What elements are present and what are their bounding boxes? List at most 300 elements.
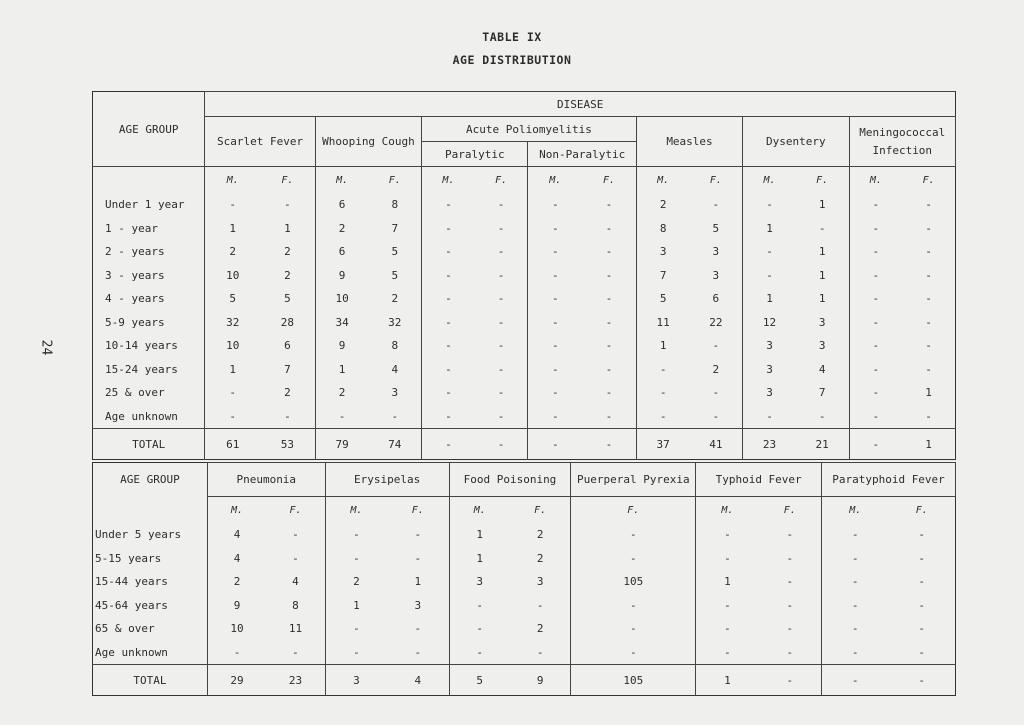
table-cell: 32 bbox=[226, 315, 240, 329]
table-cell: - bbox=[872, 198, 880, 212]
row-label: Age unknown bbox=[93, 405, 205, 429]
table-cell: 5 bbox=[229, 292, 237, 306]
table-cell: 1 bbox=[338, 362, 346, 376]
table-cell: - bbox=[925, 198, 932, 212]
table-cell: 3 bbox=[387, 594, 449, 618]
table-cell: - bbox=[851, 575, 859, 589]
total-cell: 23 bbox=[762, 437, 777, 451]
table-row bbox=[93, 264, 956, 288]
table-cell: 3 bbox=[766, 339, 773, 353]
f-header: F. bbox=[266, 497, 325, 524]
table-cell: - bbox=[353, 551, 360, 565]
table-cell: 2 bbox=[510, 547, 571, 571]
puerperal-pyrexia-header: Puerperal Pyrexia bbox=[571, 463, 696, 497]
table-cell: - bbox=[353, 528, 360, 542]
table-cell: - bbox=[918, 551, 926, 565]
row-label: 1 - year bbox=[93, 217, 205, 241]
table-cell: 1 bbox=[766, 292, 773, 306]
table-row bbox=[93, 217, 956, 241]
table-cell: - bbox=[387, 523, 449, 547]
table-cell: - bbox=[872, 292, 880, 306]
table-cell: - bbox=[659, 386, 667, 400]
table-row bbox=[93, 240, 956, 264]
f-header: F. bbox=[582, 167, 636, 194]
total-label: TOTAL bbox=[93, 429, 205, 460]
table-cell: - bbox=[229, 198, 237, 212]
table-cell: - bbox=[551, 362, 559, 376]
table-cell: 32 bbox=[368, 311, 421, 335]
whooping-cough-header: Whooping Cough bbox=[315, 117, 421, 167]
table-cell: 4 bbox=[233, 528, 241, 542]
m-header: M. bbox=[721, 504, 734, 516]
m-header: M. bbox=[231, 504, 244, 516]
table-cell: - bbox=[229, 409, 237, 423]
total-cell: - bbox=[872, 437, 880, 451]
table-cell: 3 bbox=[690, 264, 743, 288]
table-cell: - bbox=[582, 405, 636, 429]
table-cell: 105 bbox=[571, 570, 696, 594]
table-cell: - bbox=[918, 528, 926, 542]
table-cell: - bbox=[510, 641, 571, 665]
table-title: TABLE IX bbox=[482, 30, 542, 44]
table-cell: - bbox=[925, 245, 932, 259]
table-row bbox=[93, 311, 956, 335]
table-cell: - bbox=[872, 409, 880, 423]
row-label: 15-44 years bbox=[93, 570, 208, 594]
table-cell: 8 bbox=[368, 334, 421, 358]
table-cell: 3 bbox=[690, 240, 743, 264]
table-cell: - bbox=[266, 547, 325, 571]
table-cell: - bbox=[724, 598, 731, 612]
table-cell: 3 bbox=[796, 334, 849, 358]
table-cell: - bbox=[582, 193, 636, 217]
table-cell: - bbox=[872, 221, 880, 235]
table-cell: 1 bbox=[766, 221, 773, 235]
table-cell: - bbox=[796, 217, 849, 241]
table-cell: 1 bbox=[229, 221, 237, 235]
table-cell: 1 bbox=[476, 551, 484, 565]
table-cell: - bbox=[918, 575, 926, 589]
row-label: Under 1 year bbox=[93, 193, 205, 217]
total-cell: 79 bbox=[335, 437, 349, 451]
table-cell: 5 bbox=[690, 217, 743, 241]
table-row bbox=[93, 405, 956, 429]
table-cell: 3 bbox=[766, 362, 773, 376]
m-header: M. bbox=[226, 174, 239, 186]
f-header: F. bbox=[796, 167, 849, 194]
table-cell: - bbox=[476, 598, 484, 612]
table-cell: - bbox=[925, 268, 932, 282]
table-cell: - bbox=[475, 287, 528, 311]
table-cell: - bbox=[260, 193, 315, 217]
total-cell: - bbox=[759, 665, 822, 696]
table-cell: - bbox=[766, 409, 773, 423]
table-cell: - bbox=[851, 622, 859, 636]
table-cell: - bbox=[229, 386, 237, 400]
table-cell: - bbox=[445, 292, 452, 306]
table-cell: - bbox=[571, 547, 696, 571]
table-cell: 8 bbox=[266, 594, 325, 618]
table-cell: - bbox=[445, 315, 452, 329]
total-cell: 1 bbox=[724, 673, 731, 687]
table-cell: - bbox=[353, 645, 360, 659]
row-label: 3 - years bbox=[93, 264, 205, 288]
table-cell: - bbox=[724, 528, 731, 542]
table-cell: 2 bbox=[368, 287, 421, 311]
paralytic-header: Paralytic bbox=[422, 142, 528, 167]
table-cell: - bbox=[925, 339, 932, 353]
table-cell: 2 bbox=[353, 575, 360, 589]
table-cell: 6 bbox=[338, 245, 346, 259]
f-header: F. bbox=[690, 167, 743, 194]
row-label: 5-15 years bbox=[93, 547, 208, 571]
table-cell: - bbox=[387, 547, 449, 571]
table-row bbox=[93, 193, 956, 217]
table-cell: 2 bbox=[690, 358, 743, 382]
age-group-header-2: AGE GROUP bbox=[93, 463, 208, 497]
table-cell: - bbox=[476, 622, 484, 636]
typhoid-fever-header: Typhoid Fever bbox=[696, 463, 822, 497]
measles-header: Measles bbox=[636, 117, 742, 167]
m-header: M. bbox=[869, 174, 882, 186]
table-cell: 9 bbox=[338, 339, 346, 353]
table-cell: 2 bbox=[260, 381, 315, 405]
table-row bbox=[93, 641, 956, 665]
table-cell: - bbox=[851, 598, 859, 612]
total-cell: - bbox=[851, 673, 859, 687]
table-cell: - bbox=[851, 645, 859, 659]
table-cell: 10 bbox=[335, 292, 349, 306]
f-header: F. bbox=[260, 167, 315, 194]
total-cell: 3 bbox=[353, 673, 360, 687]
table-subtitle: AGE DISTRIBUTION bbox=[452, 53, 572, 67]
table-cell: 10 bbox=[230, 622, 244, 636]
acute-poliomyelitis-header: Acute Poliomyelitis bbox=[422, 117, 637, 142]
table-cell: - bbox=[266, 523, 325, 547]
table-cell: - bbox=[510, 594, 571, 618]
table-cell: - bbox=[582, 240, 636, 264]
table-cell: 7 bbox=[796, 381, 849, 405]
table-cell: 2 bbox=[260, 264, 315, 288]
table-cell: 5 bbox=[368, 264, 421, 288]
f-header: F. bbox=[571, 497, 696, 524]
table-cell: 5 bbox=[659, 292, 667, 306]
table-cell: 1 bbox=[353, 598, 360, 612]
table-cell: 1 bbox=[724, 575, 731, 589]
table-cell: 1 bbox=[387, 570, 449, 594]
table-cell: 3 bbox=[796, 311, 849, 335]
total-cell: - bbox=[551, 437, 559, 451]
total-cell: 21 bbox=[796, 429, 849, 460]
table-cell: - bbox=[445, 409, 452, 423]
table-cell: 6 bbox=[690, 287, 743, 311]
table-cell: - bbox=[475, 405, 528, 429]
disease-age-table-2 bbox=[92, 462, 956, 696]
table-cell: - bbox=[582, 287, 636, 311]
row-label: Under 5 years bbox=[93, 523, 208, 547]
m-header: M. bbox=[336, 174, 349, 186]
paratyphoid-fever-header: Paratyphoid Fever bbox=[822, 463, 956, 497]
table-cell: - bbox=[266, 641, 325, 665]
table-cell: - bbox=[475, 217, 528, 241]
table-cell: - bbox=[368, 405, 421, 429]
table-cell: - bbox=[476, 645, 484, 659]
table-cell: - bbox=[551, 315, 559, 329]
table-cell: 1 bbox=[659, 339, 667, 353]
table-row bbox=[93, 358, 956, 382]
table-cell: - bbox=[551, 386, 559, 400]
table-row bbox=[93, 523, 956, 547]
table-cell: - bbox=[475, 240, 528, 264]
food-poisoning-header: Food Poisoning bbox=[449, 463, 571, 497]
table-cell: - bbox=[690, 381, 743, 405]
table-cell: - bbox=[475, 334, 528, 358]
table-cell: - bbox=[872, 362, 880, 376]
table-cell: - bbox=[690, 193, 743, 217]
table-cell: - bbox=[766, 198, 773, 212]
table-cell: 1 bbox=[925, 386, 932, 400]
table-cell: - bbox=[759, 641, 822, 665]
total-cell: 23 bbox=[266, 665, 325, 696]
total-cell: 53 bbox=[260, 429, 315, 460]
table-cell: - bbox=[766, 245, 773, 259]
table-cell: 2 bbox=[659, 198, 667, 212]
total-cell: 41 bbox=[690, 429, 743, 460]
table-row bbox=[93, 617, 956, 641]
f-header: F. bbox=[387, 497, 449, 524]
total-cell: 61 bbox=[226, 437, 240, 451]
disease-header: DISEASE bbox=[205, 92, 956, 117]
table-cell: - bbox=[659, 409, 667, 423]
table-cell: - bbox=[918, 645, 926, 659]
table-cell: 1 bbox=[229, 362, 237, 376]
table-cell: - bbox=[551, 409, 559, 423]
disease-age-table bbox=[92, 91, 956, 460]
table-cell: - bbox=[571, 617, 696, 641]
total-cell: 105 bbox=[571, 665, 696, 696]
f-header: F. bbox=[915, 504, 928, 516]
table-cell: - bbox=[387, 617, 449, 641]
row-label: 10-14 years bbox=[93, 334, 205, 358]
total-cell: 74 bbox=[368, 429, 421, 460]
table-cell: 8 bbox=[659, 221, 667, 235]
table-cell: - bbox=[925, 292, 932, 306]
table-cell: - bbox=[475, 311, 528, 335]
table-cell: - bbox=[551, 245, 559, 259]
table-cell: - bbox=[724, 645, 731, 659]
table-cell: 10 bbox=[226, 339, 240, 353]
table-cell: 12 bbox=[762, 315, 777, 329]
table-cell: - bbox=[571, 641, 696, 665]
table-cell: - bbox=[582, 264, 636, 288]
table-cell: 2 bbox=[510, 523, 571, 547]
table-cell: - bbox=[766, 268, 773, 282]
table-cell: - bbox=[724, 622, 731, 636]
table-cell: - bbox=[872, 268, 880, 282]
table-cell: - bbox=[796, 405, 849, 429]
table-cell: 22 bbox=[690, 311, 743, 335]
table-cell: - bbox=[445, 386, 452, 400]
row-label: 65 & over bbox=[93, 617, 208, 641]
table-cell: - bbox=[551, 221, 559, 235]
m-header: M. bbox=[350, 504, 363, 516]
table-cell: - bbox=[759, 594, 822, 618]
m-header: M. bbox=[473, 504, 486, 516]
table-cell: - bbox=[571, 594, 696, 618]
table-cell: - bbox=[338, 409, 346, 423]
table-cell: 11 bbox=[266, 617, 325, 641]
total-row bbox=[93, 665, 956, 696]
table-cell: 2 bbox=[229, 245, 237, 259]
table-cell: - bbox=[445, 245, 452, 259]
table-cell: 1 bbox=[476, 528, 484, 542]
table-cell: - bbox=[690, 334, 743, 358]
table-cell: - bbox=[872, 245, 880, 259]
table-cell: - bbox=[475, 264, 528, 288]
table-cell: - bbox=[582, 381, 636, 405]
table-cell: 4 bbox=[796, 358, 849, 382]
total-cell: 29 bbox=[230, 673, 244, 687]
table-cell: 3 bbox=[368, 381, 421, 405]
total-cell: - bbox=[475, 429, 528, 460]
table-cell: - bbox=[582, 217, 636, 241]
table-cell: - bbox=[551, 292, 559, 306]
table-cell: - bbox=[724, 551, 731, 565]
f-header: F. bbox=[368, 167, 421, 194]
table-row bbox=[93, 287, 956, 311]
table-cell: 2 bbox=[338, 221, 346, 235]
table-row bbox=[93, 547, 956, 571]
table-cell: - bbox=[445, 198, 452, 212]
table-cell: - bbox=[759, 617, 822, 641]
table-cell: 4 bbox=[266, 570, 325, 594]
table-cell: - bbox=[918, 622, 926, 636]
total-cell: - bbox=[918, 673, 926, 687]
table-cell: - bbox=[851, 551, 859, 565]
table-cell: - bbox=[851, 528, 859, 542]
non-paralytic-header: Non-Paralytic bbox=[528, 142, 636, 167]
table-cell: - bbox=[445, 268, 452, 282]
erysipelas-header: Erysipelas bbox=[325, 463, 449, 497]
table-cell: 7 bbox=[659, 268, 667, 282]
table-cell: - bbox=[551, 268, 559, 282]
f-header: F. bbox=[922, 174, 935, 186]
table-cell: - bbox=[759, 570, 822, 594]
m-header: M. bbox=[849, 504, 862, 516]
table-cell: - bbox=[445, 339, 452, 353]
table-row bbox=[93, 594, 956, 618]
table-cell: - bbox=[925, 315, 932, 329]
table-cell: 8 bbox=[368, 193, 421, 217]
table-cell: 2 bbox=[510, 617, 571, 641]
pneumonia-header: Pneumonia bbox=[207, 463, 325, 497]
total-cell: 4 bbox=[387, 665, 449, 696]
table-cell: 4 bbox=[233, 551, 241, 565]
table-cell: - bbox=[872, 315, 880, 329]
table-row bbox=[93, 334, 956, 358]
row-label: 4 - years bbox=[93, 287, 205, 311]
table-cell: 9 bbox=[338, 268, 346, 282]
dysentery-header: Dysentery bbox=[743, 117, 849, 167]
table-cell: - bbox=[925, 221, 932, 235]
table-cell: - bbox=[445, 221, 452, 235]
table-cell: 34 bbox=[335, 315, 349, 329]
total-cell: 37 bbox=[656, 437, 670, 451]
total-row bbox=[93, 429, 956, 460]
table-cell: 10 bbox=[226, 268, 240, 282]
table-row bbox=[93, 570, 956, 594]
table-cell: - bbox=[659, 362, 667, 376]
scarlet-fever-header: Scarlet Fever bbox=[205, 117, 315, 167]
total-cell: - bbox=[582, 429, 636, 460]
meningococcal-header: Meningococcal Infection bbox=[849, 117, 955, 167]
table-cell: - bbox=[582, 334, 636, 358]
table-cell: 5 bbox=[260, 287, 315, 311]
table-cell: 3 bbox=[766, 386, 773, 400]
table-cell: - bbox=[759, 523, 822, 547]
m-header: M. bbox=[442, 174, 455, 186]
table-cell: - bbox=[925, 362, 932, 376]
total-cell: 5 bbox=[476, 673, 484, 687]
age-group-header: AGE GROUP bbox=[93, 92, 205, 167]
table-cell: - bbox=[759, 547, 822, 571]
m-header: M. bbox=[763, 174, 776, 186]
row-label: 2 - years bbox=[93, 240, 205, 264]
row-label: 25 & over bbox=[93, 381, 205, 405]
table-cell: - bbox=[475, 193, 528, 217]
table-cell: - bbox=[260, 405, 315, 429]
table-cell: 4 bbox=[368, 358, 421, 382]
table-cell: 7 bbox=[368, 217, 421, 241]
table-cell: - bbox=[551, 198, 559, 212]
table-cell: - bbox=[690, 405, 743, 429]
f-header: F. bbox=[475, 167, 528, 194]
table-cell: 11 bbox=[656, 315, 670, 329]
table-cell: - bbox=[551, 339, 559, 353]
table-cell: 6 bbox=[260, 334, 315, 358]
table-cell: - bbox=[872, 339, 880, 353]
table-cell: 6 bbox=[338, 198, 346, 212]
row-label: 5-9 years bbox=[93, 311, 205, 335]
table-cell: - bbox=[872, 386, 880, 400]
m-header: M. bbox=[657, 174, 670, 186]
table-cell: - bbox=[925, 409, 932, 423]
table-cell: 7 bbox=[260, 358, 315, 382]
f-header: F. bbox=[510, 497, 571, 524]
table-cell: - bbox=[571, 523, 696, 547]
table-cell: - bbox=[233, 645, 241, 659]
total-cell: - bbox=[445, 437, 452, 451]
table-cell: - bbox=[475, 381, 528, 405]
row-label: 15-24 years bbox=[93, 358, 205, 382]
table-cell: 1 bbox=[796, 240, 849, 264]
table-cell: 28 bbox=[260, 311, 315, 335]
table-cell: 2 bbox=[338, 386, 346, 400]
table-cell: 2 bbox=[260, 240, 315, 264]
table-cell: - bbox=[582, 311, 636, 335]
table-cell: 9 bbox=[233, 598, 241, 612]
table-cell: - bbox=[475, 358, 528, 382]
total-label: TOTAL bbox=[93, 665, 208, 696]
table-cell: - bbox=[387, 641, 449, 665]
table-cell: - bbox=[353, 622, 360, 636]
table-cell: 3 bbox=[659, 245, 667, 259]
table-cell: 1 bbox=[796, 264, 849, 288]
table-cell: 1 bbox=[796, 193, 849, 217]
f-header: F. bbox=[759, 497, 822, 524]
table-cell: 3 bbox=[510, 570, 571, 594]
table-cell: - bbox=[445, 362, 452, 376]
